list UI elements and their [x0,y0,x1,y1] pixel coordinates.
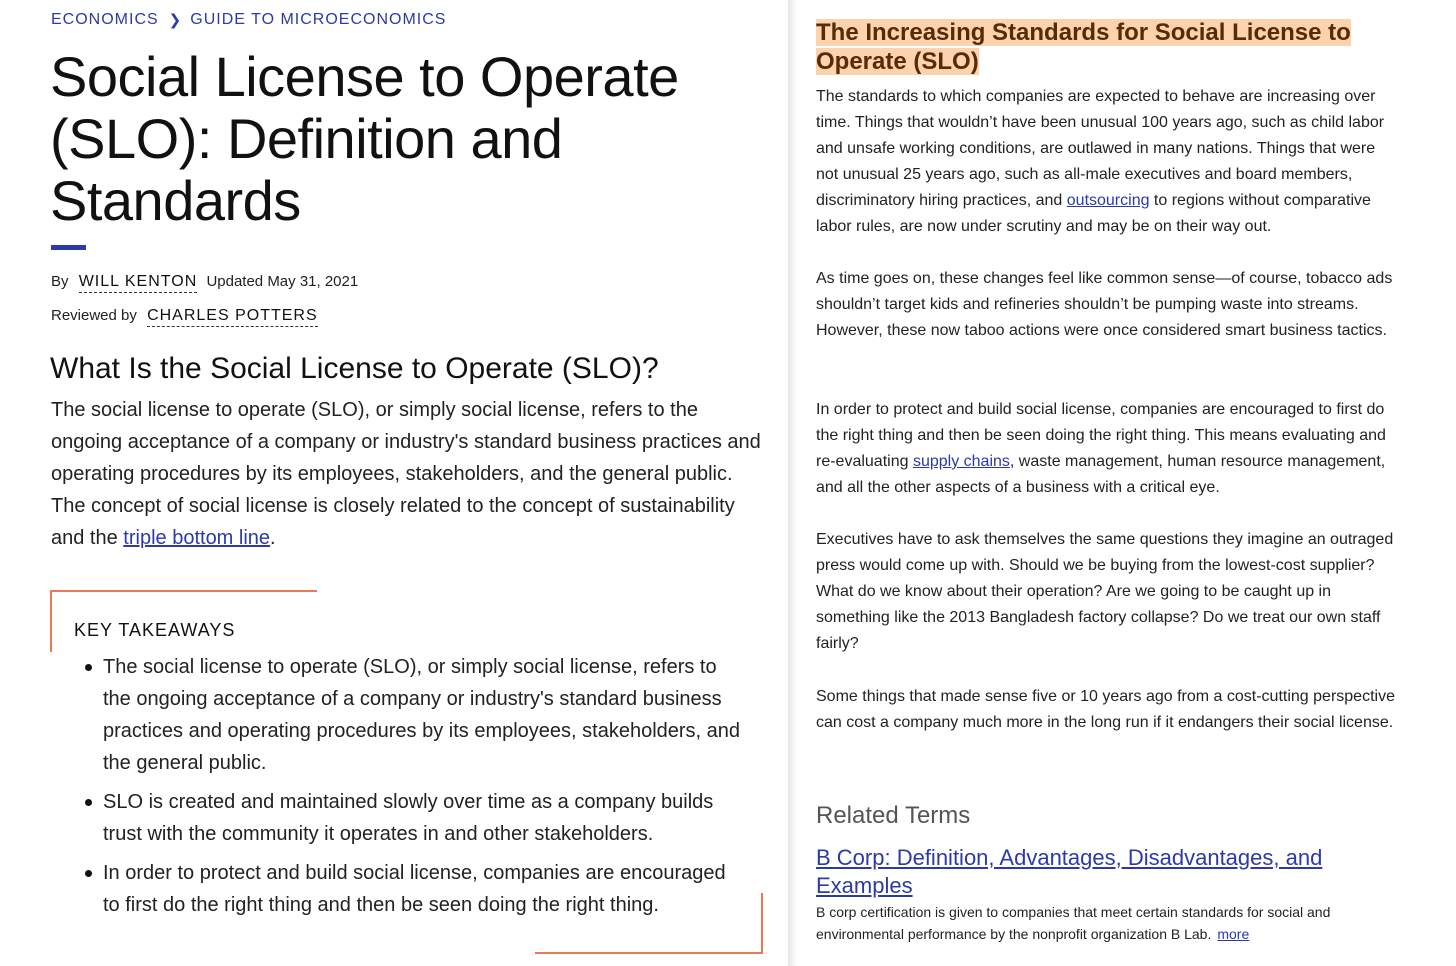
key-takeaways-title: KEY TAKEAWAYS [74,620,236,640]
breadcrumb-economics[interactable]: ECONOMICS [51,11,159,28]
title-accent-bar [51,245,86,250]
takeaways-border-right [761,893,763,954]
standards-paragraph-4: Executives have to ask themselves the same questions they imagine an outraged press would come up with. Should we be buying from the lowest-cost supplier? What do we know about their operation? Are we going to be caught up in something like the 2013 Bangladesh factory collapse? Do we treat our own staff fairly? [816,531,1394,652]
standards-paragraph-5: Some things that made sense five or 10 years ago from a cost-cutting perspective can cost a company much more in the long run if it endangers their social license. [816,688,1395,731]
by-label: By [51,273,69,290]
supply-chains-link[interactable]: supply chains [912,453,1010,470]
reviewer-link[interactable]: CHARLES POTTERS [147,307,318,327]
page-title: Social License to Operate (SLO): Definition and Standards [50,45,679,232]
standards-paragraph-3: In order to protect and build social license, companies are encouraged to first do the right thing and then be seen doing the right thing. This means evaluating and re-evaluating supply chains, waste management, human resource management, and all the other aspects of a business with a critical eye. [816,401,1386,496]
key-takeaways-list [103,651,743,928]
list-item: SLO is created and maintained slowly over time as a company builds trust with the community it operates in and other stakeholders. [103,786,743,850]
standards-heading: The Increasing Standards for Social License to Operate (SLO) [816,19,1351,75]
breadcrumb [51,11,446,29]
article-continued-pane [798,0,1456,966]
pane-divider [788,0,798,966]
more-link[interactable]: more [1217,926,1250,942]
triple-bottom-line-link[interactable]: triple bottom line [123,527,271,549]
breadcrumb-microeconomics[interactable]: GUIDE TO MICROECONOMICS [190,11,447,28]
takeaways-border-top [51,590,317,592]
list-item: In order to protect and build social license, companies are encouraged to first do the right thing and then be seen doing the right thing. [103,857,743,921]
section-heading: What Is the Social License to Operate (SLO)? [50,352,659,385]
standards-paragraph-2: As time goes on, these changes feel like common sense—of course, tobacco ads shouldn’t target kids and refineries shouldn’t be pumping waste into streams. However, these now taboo actions were once considered smart business tactics. [816,270,1393,339]
outsourcing-link[interactable]: outsourcing [1066,192,1150,209]
reviewed-label: Reviewed by [51,307,137,324]
byline [51,273,358,293]
intro-paragraph: The social license to operate (SLO), or simply social license, refers to the ongoing acceptance of a company or industry's standard business practices and operating procedures by its employees, stakeholders, and the general public. The concept of social license is closely related to the concept of sustainability and the triple bottom line. [51,399,761,549]
related-terms-heading: Related Terms [816,802,971,829]
related-term-link[interactable]: B Corp: Definition, Advantages, Disadvantages, and Examples [816,845,1323,898]
chevron-right-icon: ❯ [168,12,183,29]
standards-paragraph-1: The standards to which companies are expected to behave are increasing over time. Things that wouldn’t have been unusual 100 years ago, such as child labor and unsafe working conditions, are outlawed in many nations. Things that were not unusual 25 years ago, such as all-male executives and board members, discriminatory hiring practices, and outsourcing to regions without comparative labor rules, are now under scrutiny and may be on their way out. [816,88,1385,235]
takeaways-border-bottom [535,952,763,954]
related-term-description: B corp certification is given to companies that meet certain standards for social and environmental performance by the nonprofit organization B Lab. more [816,904,1331,942]
list-item: The social license to operate (SLO), or simply social license, refers to the ongoing acceptance of a company or industry's standard business practices and operating procedures by its employees, stakeholders, and the general public. [103,651,743,779]
takeaways-border-left [50,590,52,652]
updated-date: Updated May 31, 2021 [206,273,359,290]
reviewer-line [51,307,323,327]
author-link[interactable]: WILL KENTON [79,273,198,293]
